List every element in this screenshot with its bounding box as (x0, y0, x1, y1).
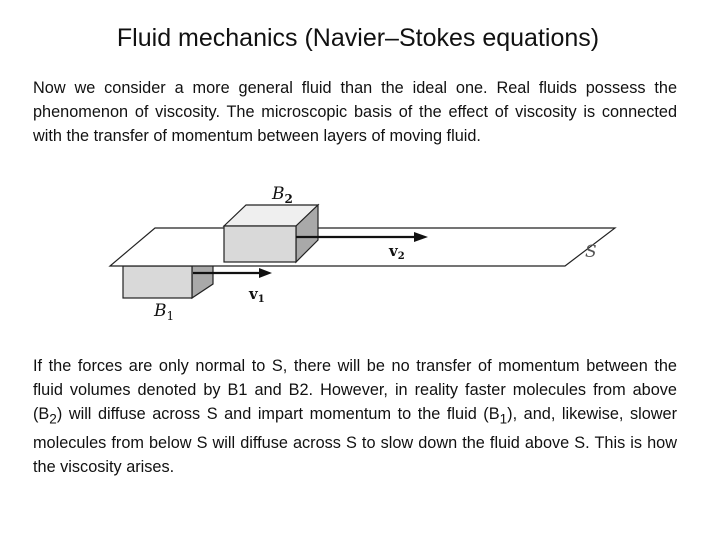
subscript-b1: 1 (499, 411, 508, 427)
label-v2: $v_2$ (389, 242, 405, 262)
plane-s (110, 228, 615, 266)
explanation-paragraph: If the forces are only normal to S, there will be no transfer of momentum between the fluid volumes denoted by B1 and B2. However, in reality faster molecules from above $(B_2)$ will diffuse across S and impart momentum to the fluid $(B_1)$, and, likewise, slower molecules from below S will diffuse across S to slow down the fluid above S. This is how the viscosity arises. (33, 357, 678, 477)
slide-title: Fluid mechanics (Navier–Stokes equations) (116, 24, 600, 52)
intro-paragraph: Now we consider a more general fluid than the ideal one. Real fluids possess the phenomenon of viscosity. The microscopic basis of the effect of viscosity is connected with the transfer of momentum between layers of moving fluid. (33, 79, 677, 145)
block-b1-front (123, 266, 192, 298)
label-v1: $v_1$ (249, 285, 265, 305)
label-b2: $B_2$ (272, 184, 293, 206)
label-b1: $B_1$ (154, 301, 175, 323)
arrowhead-v1 (259, 268, 272, 278)
block-b2 (224, 205, 318, 262)
block-b2-front (224, 226, 296, 262)
subscript-b2: 2 (49, 411, 57, 427)
label-s: S (585, 242, 597, 262)
